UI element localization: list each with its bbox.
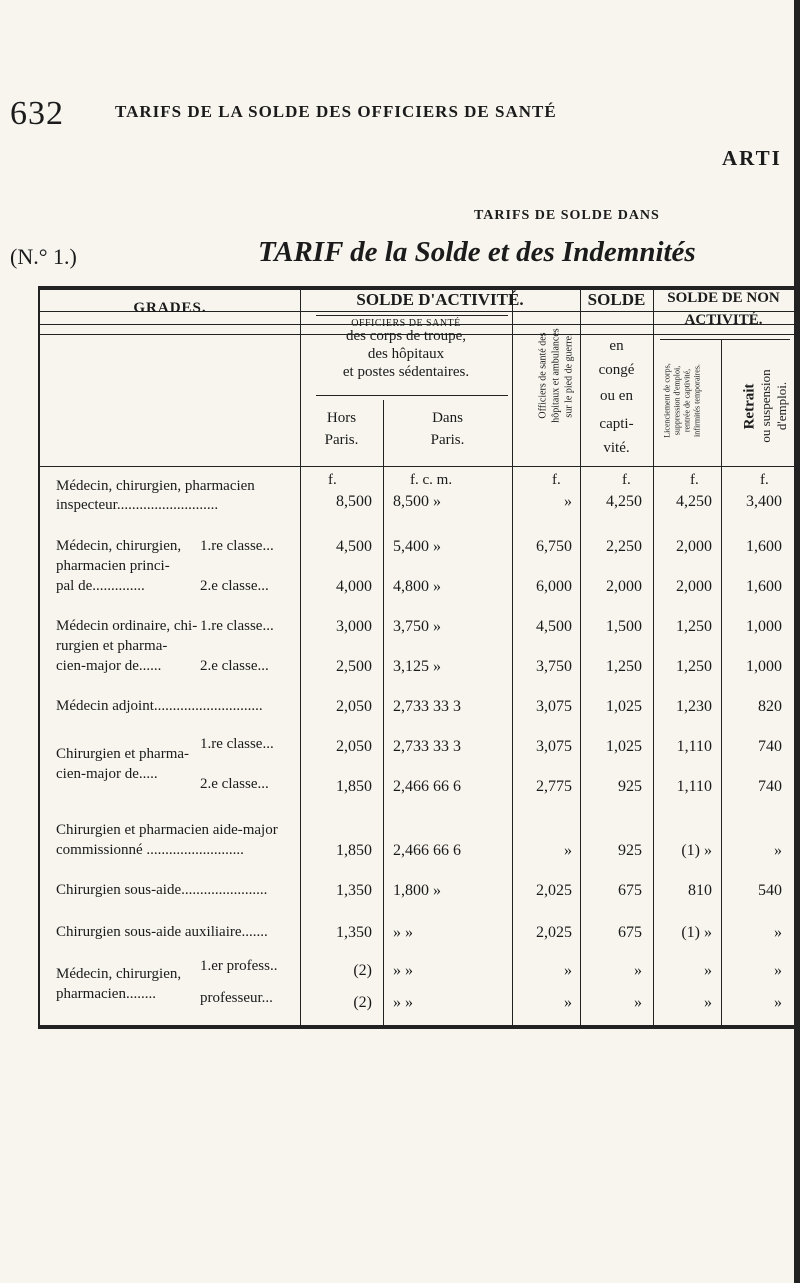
cell-guerre: 6,750 <box>536 538 572 555</box>
unit-conge: f. <box>622 472 631 488</box>
retrait-header-1: Retrait <box>741 383 758 430</box>
cell-licenc: » <box>704 994 712 1011</box>
solde-activite-header: SOLDE D'ACTIVITÉ. <box>356 290 524 309</box>
article-label: ARTI <box>722 146 782 170</box>
cell-conge: 4,250 <box>606 493 642 510</box>
col-rule-hors <box>383 400 384 1026</box>
grade-principal-cl1: 1.re classe... <box>200 538 274 554</box>
cell-licenc: 4,250 <box>676 493 712 510</box>
cell-conge: 1,500 <box>606 618 642 635</box>
grade-prof-cl2: professeur... <box>200 990 273 1006</box>
corps-brace <box>316 395 508 396</box>
cell-dans: 5,400 » <box>393 538 441 555</box>
cell-retrait: » <box>774 924 782 941</box>
cell-hors: 1,350 <box>336 924 372 941</box>
grade-inspecteur-2: inspecteur........................... <box>56 497 219 513</box>
cell-guerre: » <box>564 842 572 859</box>
running-head: TARIFS DE LA SOLDE DES OFFICIERS DE SANTÉ <box>115 102 557 121</box>
guerre-header-1: Officiers de santé des <box>537 332 549 419</box>
hors-header-1: Hors <box>326 410 357 426</box>
grade-aide-cl2: 2.e classe... <box>200 776 269 792</box>
cell-dans: 8,500 » <box>393 493 441 510</box>
cell-guerre: » <box>564 962 572 979</box>
cell-conge: 925 <box>618 778 642 795</box>
col-rule-licenc <box>721 340 722 1026</box>
cell-licenc: 1,250 <box>676 618 712 635</box>
cell-retrait: 1,600 <box>746 578 782 595</box>
nonact-header-1: SOLDE DE NON <box>667 290 780 306</box>
grade-prof-1: Médecin, chirurgien, <box>56 966 182 982</box>
licenc-header-2: suppression d'emploi, <box>672 365 682 436</box>
licenc-header-3: rentrée de captivité, <box>682 368 692 433</box>
cell-dans: 2,466 66 6 <box>393 778 461 795</box>
cell-retrait: 740 <box>758 738 782 755</box>
unit-dans: f. c. m. <box>410 472 453 488</box>
cell-dans: » » <box>393 962 413 979</box>
grade-principal-cl2: 2.e classe... <box>200 578 269 594</box>
cell-retrait: 3,400 <box>746 493 782 510</box>
cell-hors: 4,000 <box>336 578 372 595</box>
cell-guerre: 6,000 <box>536 578 572 595</box>
cell-conge: 925 <box>618 842 642 859</box>
cell-retrait: 820 <box>758 698 782 715</box>
conge-header-solde: SOLDE <box>587 290 646 309</box>
cell-licenc: 1,230 <box>676 698 712 715</box>
cell-retrait: 1,600 <box>746 538 782 555</box>
grade-aide-2: cien-major de..... <box>56 766 158 782</box>
cell-retrait: » <box>774 994 782 1011</box>
cell-conge: » <box>634 994 642 1011</box>
conge-header-en: en <box>609 338 624 354</box>
cell-retrait: 1,000 <box>746 658 782 675</box>
cell-dans: 2,733 33 3 <box>393 738 461 755</box>
col-rule-dans <box>512 288 513 1026</box>
cell-licenc: 1,250 <box>676 658 712 675</box>
subtitle: TARIFS DE SOLDE DANS <box>474 208 660 223</box>
cell-conge: 675 <box>618 924 642 941</box>
unit-hors: f. <box>328 472 337 488</box>
cell-hors: (2) <box>353 962 372 979</box>
cell-guerre: 4,500 <box>536 618 572 635</box>
cell-dans: » » <box>393 994 413 1011</box>
cell-guerre: 3,750 <box>536 658 572 675</box>
cell-hors: 2,050 <box>336 698 372 715</box>
licenc-header-4: infirmités temporaires. <box>692 364 702 437</box>
cell-guerre: » <box>564 493 572 510</box>
cell-guerre: » <box>564 994 572 1011</box>
grade-principal-2: pharmacien princi- <box>56 558 170 574</box>
cell-conge: » <box>634 962 642 979</box>
col-rule-grades <box>300 288 301 1026</box>
grade-major-3: cien-major de...... <box>56 658 162 674</box>
cell-hors: 1,850 <box>336 842 372 859</box>
grade-prof-cl1: 1.er profess.. <box>200 958 278 974</box>
nonact-header-2: ACTIVITÉ. <box>684 312 763 328</box>
grade-adjoint: Médecin adjoint............................. <box>56 698 263 714</box>
left-rule <box>38 288 40 1028</box>
cell-guerre: 3,075 <box>536 698 572 715</box>
corps-header-2: des hôpitaux <box>367 346 445 362</box>
cell-dans: 3,125 » <box>393 658 441 675</box>
corps-header-3: et postes sédentaires. <box>342 364 470 380</box>
cell-conge: 2,000 <box>606 578 642 595</box>
cell-licenc: 2,000 <box>676 578 712 595</box>
cell-hors: 3,000 <box>336 618 372 635</box>
cell-licenc: 1,110 <box>676 778 712 795</box>
cell-retrait: 740 <box>758 778 782 795</box>
retrait-header-2: ou suspension <box>758 369 773 443</box>
officiers-header: OFFICIERS DE SANTÉ <box>351 318 461 329</box>
cell-retrait: 540 <box>758 882 782 899</box>
grade-commission-2: commissionné .......................... <box>56 842 244 858</box>
cell-dans: 4,800 » <box>393 578 441 595</box>
cell-guerre: 3,075 <box>536 738 572 755</box>
cell-dans: » » <box>393 924 413 941</box>
cell-conge: 1,025 <box>606 738 642 755</box>
grade-major-cl1: 1.re classe... <box>200 618 274 634</box>
unit-licenc: f. <box>690 472 699 488</box>
cell-licenc: (1) » <box>681 924 712 941</box>
grade-commission-1: Chirurgien et pharmacien aide-major <box>56 822 278 838</box>
cell-dans: 3,750 » <box>393 618 441 635</box>
cell-dans: 2,733 33 3 <box>393 698 461 715</box>
cell-conge: 1,250 <box>606 658 642 675</box>
conge-header-capti: capti- <box>599 416 634 432</box>
grade-auxiliaire: Chirurgien sous-aide auxiliaire....... <box>56 924 268 940</box>
cell-hors: 8,500 <box>336 493 372 510</box>
conge-header-conge: congé <box>598 362 635 378</box>
dans-header-2: Paris. <box>430 432 465 448</box>
cell-licenc: 2,000 <box>676 538 712 555</box>
cell-hors: 1,350 <box>336 882 372 899</box>
table-title: TARIF de la Solde et des Indemnités <box>258 236 696 268</box>
cell-retrait: 1,000 <box>746 618 782 635</box>
grades-header: GRADES. <box>133 300 207 316</box>
bottom-rule <box>38 1025 794 1029</box>
retrait-header-3: d'emploi. <box>774 381 789 431</box>
grade-principal-1: Médecin, chirurgien, <box>56 538 182 554</box>
cell-conge: 675 <box>618 882 642 899</box>
cell-hors: 1,850 <box>336 778 372 795</box>
grade-inspecteur-1: Médecin, chirurgien, pharmacien <box>56 478 255 494</box>
grade-aide-cl1: 1.re classe... <box>200 736 274 752</box>
cell-conge: 1,025 <box>606 698 642 715</box>
cell-retrait: » <box>774 962 782 979</box>
licenc-header-1: Licenciement de corps, <box>662 363 672 438</box>
cell-licenc: » <box>704 962 712 979</box>
hors-header-2: Paris. <box>324 432 359 448</box>
cell-licenc: (1) » <box>681 842 712 859</box>
cell-hors: 2,050 <box>336 738 372 755</box>
col-rule-conge <box>653 288 654 1026</box>
unit-retrait: f. <box>760 472 769 488</box>
cell-retrait: » <box>774 842 782 859</box>
grade-principal-3: pal de.............. <box>56 578 145 594</box>
guerre-header-3: sur le pied de guerre. <box>563 333 575 418</box>
conge-header-vite: vité. <box>603 440 630 456</box>
cell-conge: 2,250 <box>606 538 642 555</box>
cell-guerre: 2,025 <box>536 882 572 899</box>
header-body-rule <box>38 466 794 467</box>
nonact-brace <box>660 339 790 340</box>
cell-hors: (2) <box>353 994 372 1011</box>
grade-sousaide: Chirurgien sous-aide....................... <box>56 882 268 898</box>
grade-major-cl2: 2.e classe... <box>200 658 269 674</box>
table-number: (N.° 1.) <box>10 244 77 269</box>
grade-prof-2: pharmacien........ <box>56 986 156 1002</box>
grade-major-1: Médecin ordinaire, chi- <box>56 618 198 634</box>
cell-licenc: 1,110 <box>676 738 712 755</box>
dans-header-1: Dans <box>432 410 463 426</box>
grade-aide-1: Chirurgien et pharma- <box>56 746 190 762</box>
officiers-brace <box>316 315 508 316</box>
grade-major-2: rurgien et pharma- <box>56 638 168 654</box>
conge-header-ouen: ou en <box>600 388 633 404</box>
cell-hors: 4,500 <box>336 538 372 555</box>
unit-guerre: f. <box>552 472 561 488</box>
cell-dans: 1,800 » <box>393 882 441 899</box>
page-number: 632 <box>10 95 64 132</box>
guerre-header-2: hôpitaux et ambulances <box>550 328 562 423</box>
cell-guerre: 2,775 <box>536 778 572 795</box>
cell-licenc: 810 <box>688 882 712 899</box>
page-right-edge <box>794 0 800 1283</box>
corps-header-1: des corps de troupe, <box>346 328 466 344</box>
cell-guerre: 2,025 <box>536 924 572 941</box>
cell-dans: 2,466 66 6 <box>393 842 461 859</box>
cell-hors: 2,500 <box>336 658 372 675</box>
